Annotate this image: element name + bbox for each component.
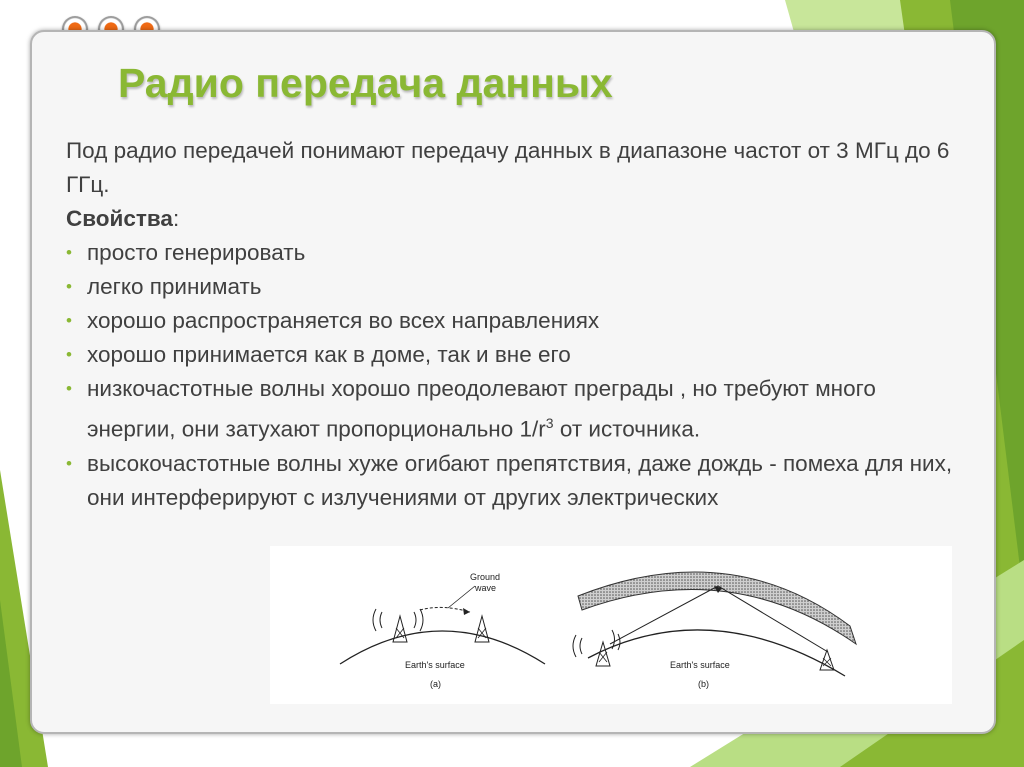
radio-wave-icon	[573, 630, 620, 657]
antenna-icon	[475, 616, 489, 642]
properties-list	[66, 236, 956, 515]
figure-caption-a: (a)	[430, 679, 441, 689]
slide-body	[66, 134, 956, 515]
earth-surface-label-b: Earth's surface	[670, 660, 730, 670]
ground-wave-label-2: wave	[475, 583, 497, 593]
list-item: • просто генерировать	[66, 236, 956, 270]
list-item-lowfreq	[66, 372, 956, 447]
properties-colon: :	[172, 206, 180, 231]
properties-label: Свойства	[66, 206, 173, 231]
lowfreq-tail: от источника.	[553, 416, 701, 442]
lowfreq-text: низкочастотные волны хорошо преодолевают преграды , но требуют много энергии, они затухают пропорционально 1/r	[87, 376, 876, 442]
propagation-diagram	[270, 546, 952, 704]
ground-wave-label: Ground	[470, 572, 501, 582]
list-item: • хорошо распространяется во всех направлениях	[66, 304, 956, 338]
ionosphere-band	[578, 572, 856, 644]
properties-heading	[66, 202, 956, 236]
antenna-icon	[820, 650, 834, 670]
radio-wave-icon	[373, 609, 423, 631]
antenna-icon	[596, 642, 610, 666]
power-superscript: 3	[545, 415, 554, 431]
earth-surface-label-a: Earth's surface	[405, 660, 465, 670]
list-item: • легко принимать	[66, 270, 956, 304]
ground-wave-path	[420, 607, 470, 612]
list-item-highfreq: • высокочастотные волны хуже огибают препятствия, даже дождь - помеха для них, они интерферируют с излучениями от других электрических	[66, 447, 956, 515]
propagation-figure	[270, 546, 952, 704]
list-item: • хорошо принимается как в доме, так и вне его	[66, 338, 956, 372]
slide-title: Радио передача данных	[118, 60, 613, 106]
figure-caption-b: (b)	[698, 679, 709, 689]
intro-text: Под радио передачей понимают передачу данных в диапазоне частот от 3 МГц до 6 ГГц.	[66, 138, 950, 197]
